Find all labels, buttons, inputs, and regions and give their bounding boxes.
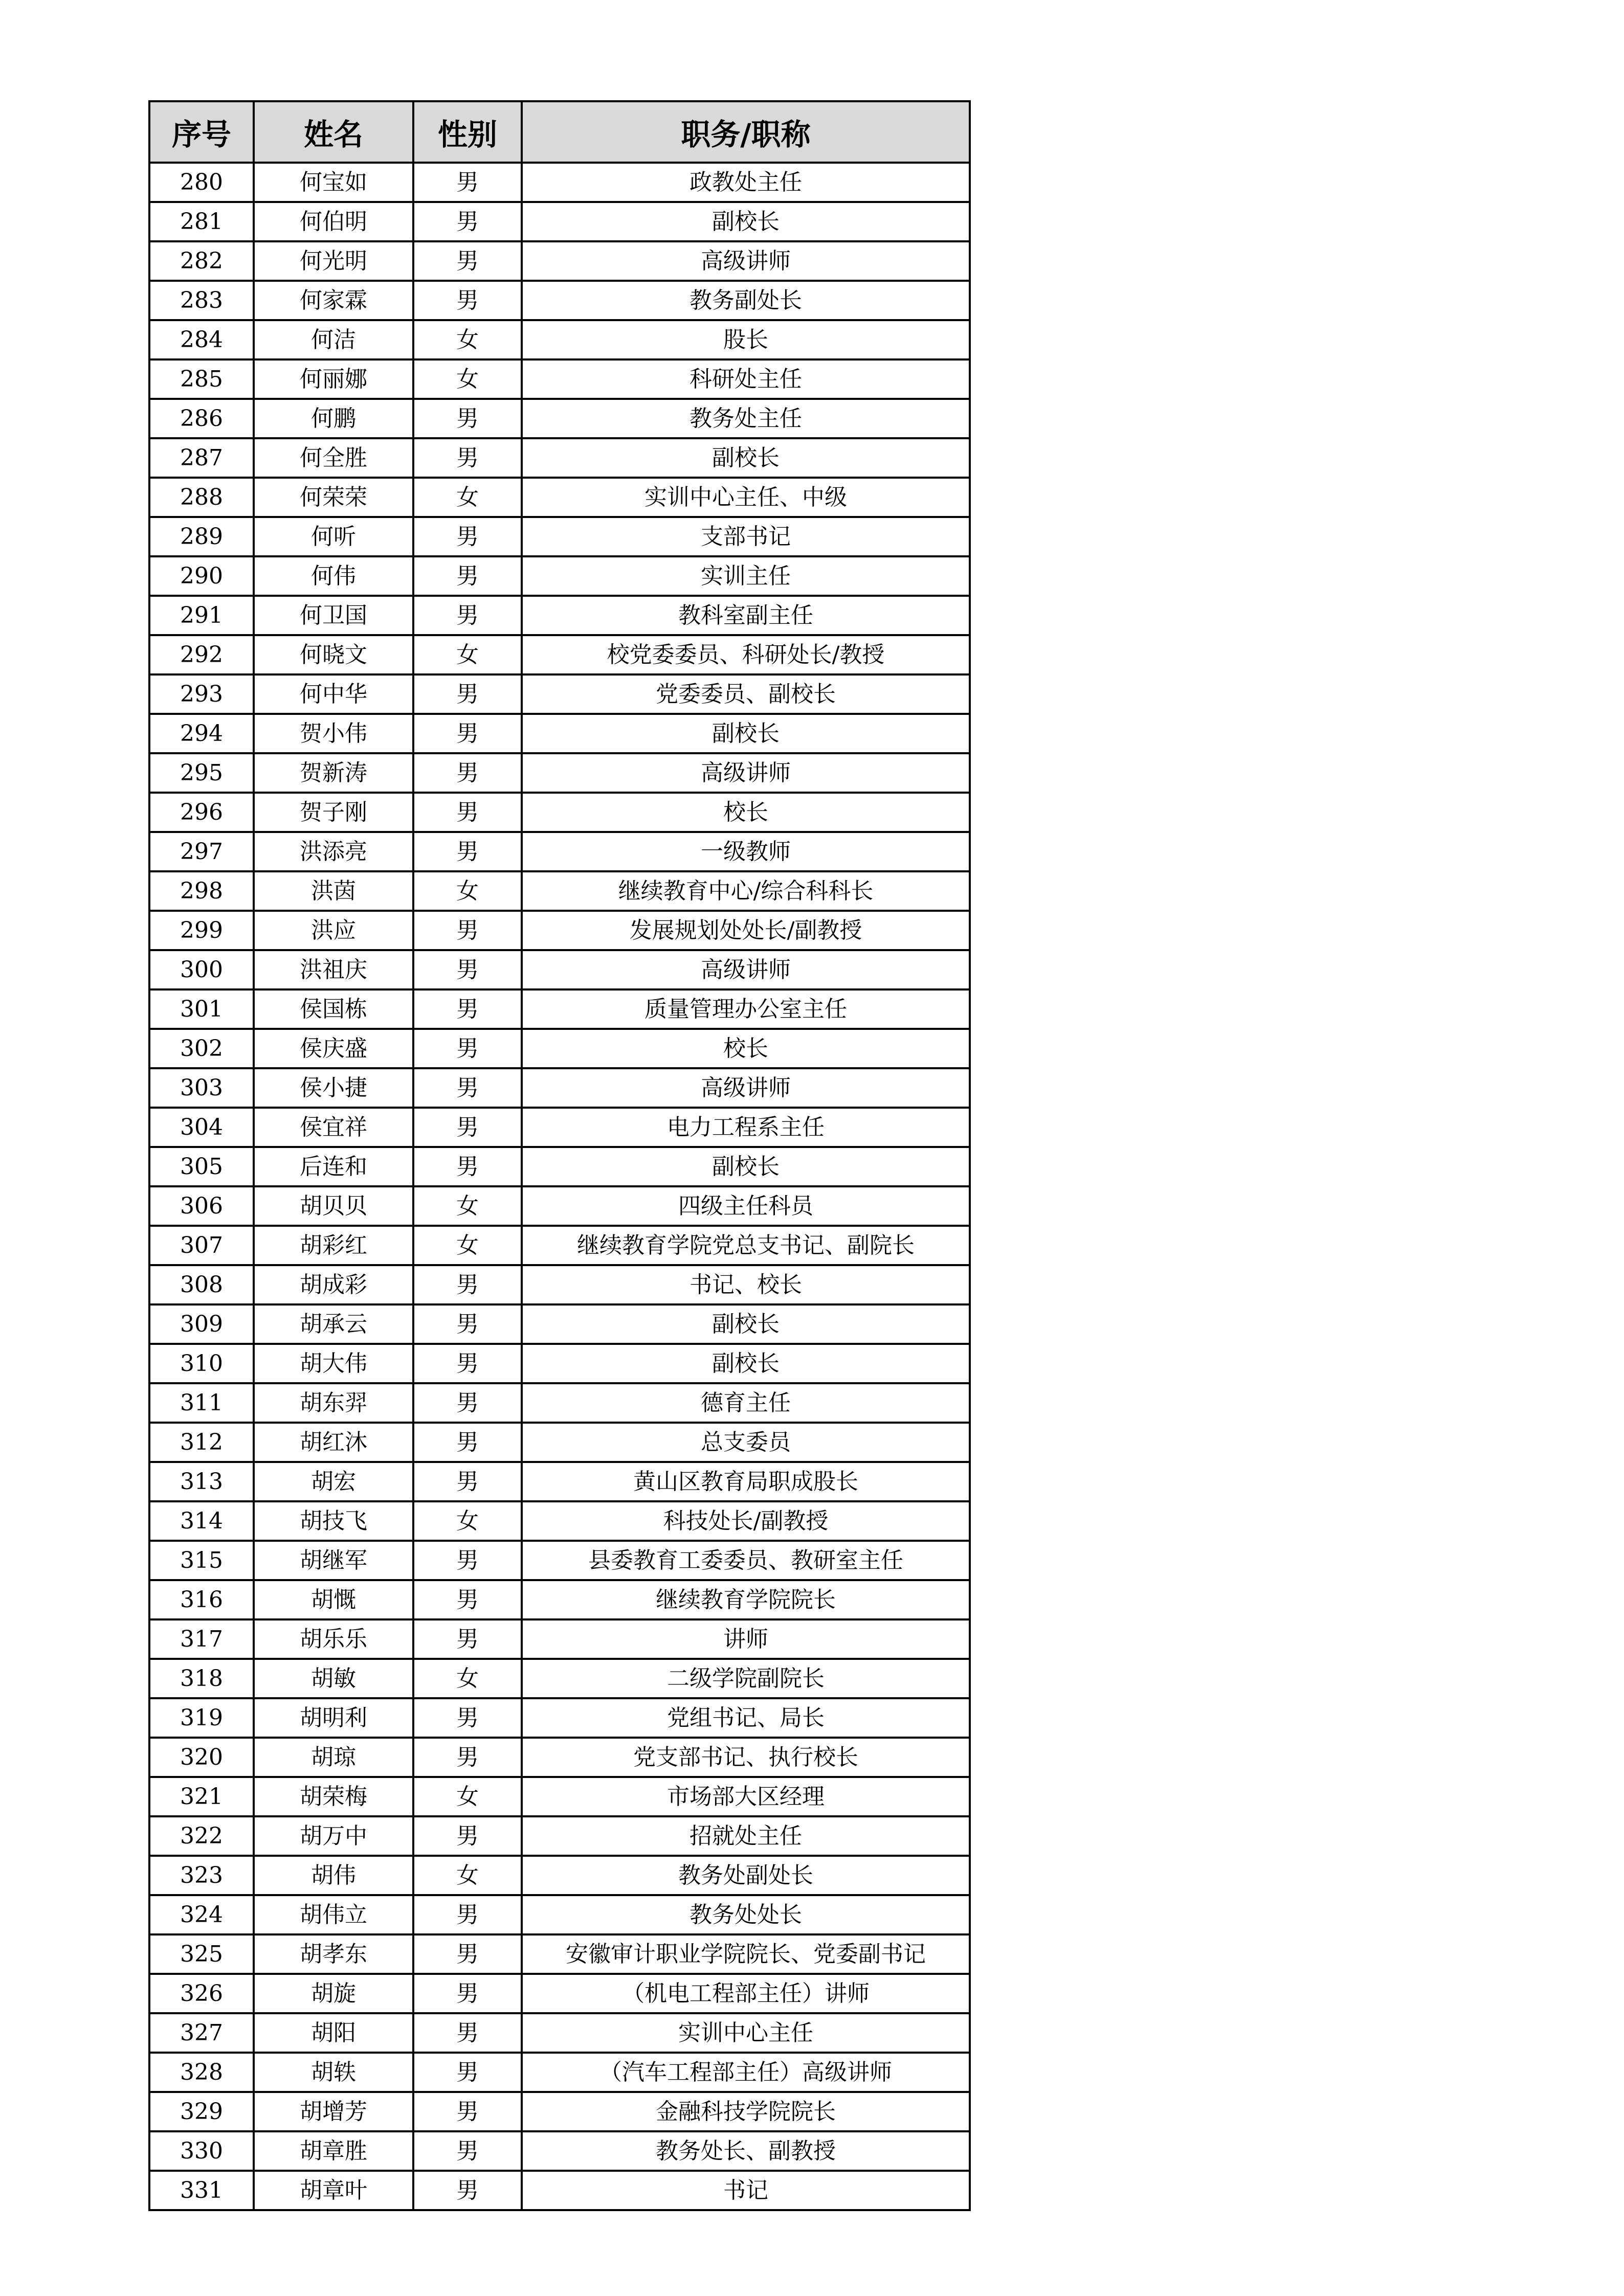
name-cell: 侯宜祥 xyxy=(254,1108,413,1147)
position-title-cell: 质量管理办公室主任 xyxy=(522,989,970,1029)
position-title-cell: 一级教师 xyxy=(522,832,970,871)
serial-number-cell: 301 xyxy=(149,989,254,1029)
serial-number-cell: 294 xyxy=(149,714,254,753)
name-cell: 侯小捷 xyxy=(254,1068,413,1108)
gender-cell: 女 xyxy=(413,1659,522,1698)
gender-cell: 男 xyxy=(413,202,522,241)
gender-cell: 男 xyxy=(413,1974,522,2013)
position-title-cell: 教务副处长 xyxy=(522,281,970,320)
roster-table xyxy=(148,100,971,2211)
name-cell: 胡伟 xyxy=(254,1856,413,1895)
table-row xyxy=(149,1934,970,1974)
table-row xyxy=(149,438,970,478)
name-cell: 胡阳 xyxy=(254,2013,413,2053)
gender-cell: 女 xyxy=(413,478,522,517)
position-title-cell: 黄山区教育局职成股长 xyxy=(522,1462,970,1501)
serial-number-cell: 305 xyxy=(149,1147,254,1186)
table-row xyxy=(149,556,970,596)
table-row xyxy=(149,1895,970,1934)
table-row xyxy=(149,911,970,950)
name-cell: 胡成彩 xyxy=(254,1265,413,1304)
name-cell: 胡贝贝 xyxy=(254,1186,413,1226)
serial-number-cell: 328 xyxy=(149,2053,254,2092)
name-cell: 何卫国 xyxy=(254,596,413,635)
gender-cell: 男 xyxy=(413,989,522,1029)
serial-number-cell: 282 xyxy=(149,241,254,281)
position-title-cell: 金融科技学院院长 xyxy=(522,2092,970,2131)
serial-number-cell: 296 xyxy=(149,793,254,832)
position-title-cell: 继续教育学院党总支书记、副院长 xyxy=(522,1226,970,1265)
position-title-cell: 讲师 xyxy=(522,1619,970,1659)
table-row xyxy=(149,753,970,793)
gender-cell: 男 xyxy=(413,1738,522,1777)
table-row xyxy=(149,832,970,871)
position-title-cell: 实训主任 xyxy=(522,556,970,596)
table-row xyxy=(149,2131,970,2171)
table-row xyxy=(149,1659,970,1698)
table-row xyxy=(149,950,970,989)
table-row xyxy=(149,1186,970,1226)
gender-cell: 女 xyxy=(413,1777,522,1816)
serial-number-cell: 318 xyxy=(149,1659,254,1698)
name-cell: 何荣荣 xyxy=(254,478,413,517)
gender-cell: 男 xyxy=(413,832,522,871)
position-title-cell: 副校长 xyxy=(522,438,970,478)
position-title-cell: 教务处长、副教授 xyxy=(522,2131,970,2171)
position-title-cell: 实训中心主任 xyxy=(522,2013,970,2053)
gender-cell: 男 xyxy=(413,1029,522,1068)
gender-cell: 男 xyxy=(413,438,522,478)
gender-cell: 男 xyxy=(413,2131,522,2171)
name-cell: 胡旋 xyxy=(254,1974,413,2013)
serial-number-cell: 299 xyxy=(149,911,254,950)
name-cell: 何全胜 xyxy=(254,438,413,478)
name-cell: 贺子刚 xyxy=(254,793,413,832)
serial-number-cell: 313 xyxy=(149,1462,254,1501)
serial-number-cell: 309 xyxy=(149,1304,254,1344)
name-cell: 何丽娜 xyxy=(254,359,413,399)
name-cell: 胡孝东 xyxy=(254,1934,413,1974)
serial-number-cell: 322 xyxy=(149,1816,254,1856)
gender-cell: 男 xyxy=(413,911,522,950)
table-row xyxy=(149,1856,970,1895)
serial-number-cell: 284 xyxy=(149,320,254,359)
gender-cell: 男 xyxy=(413,2171,522,2210)
gender-cell: 女 xyxy=(413,359,522,399)
serial-number-cell: 311 xyxy=(149,1383,254,1423)
position-title-cell: 书记 xyxy=(522,2171,970,2210)
table-row xyxy=(149,989,970,1029)
gender-cell: 女 xyxy=(413,1226,522,1265)
gender-cell: 男 xyxy=(413,1147,522,1186)
name-cell: 胡技飞 xyxy=(254,1501,413,1541)
position-title-cell: 高级讲师 xyxy=(522,753,970,793)
name-cell: 胡乐乐 xyxy=(254,1619,413,1659)
position-title-cell: 书记、校长 xyxy=(522,1265,970,1304)
gender-cell: 男 xyxy=(413,753,522,793)
table-row xyxy=(149,1974,970,2013)
table-row xyxy=(149,1541,970,1580)
serial-number-cell: 319 xyxy=(149,1698,254,1738)
name-cell: 何鹏 xyxy=(254,399,413,438)
gender-cell: 女 xyxy=(413,871,522,911)
table-row xyxy=(149,359,970,399)
serial-number-cell: 281 xyxy=(149,202,254,241)
serial-number-cell: 289 xyxy=(149,517,254,556)
position-title-cell: 发展规划处处长/副教授 xyxy=(522,911,970,950)
serial-number-cell: 303 xyxy=(149,1068,254,1108)
name-cell: 何伯明 xyxy=(254,202,413,241)
name-cell: 何家霖 xyxy=(254,281,413,320)
serial-number-cell: 306 xyxy=(149,1186,254,1226)
gender-cell: 男 xyxy=(413,281,522,320)
serial-number-cell: 304 xyxy=(149,1108,254,1147)
table-row xyxy=(149,1619,970,1659)
name-cell: 洪祖庆 xyxy=(254,950,413,989)
table-row xyxy=(149,2053,970,2092)
position-title-cell: 教务处处长 xyxy=(522,1895,970,1934)
serial-number-cell: 321 xyxy=(149,1777,254,1816)
position-title-cell: 总支委员 xyxy=(522,1423,970,1462)
serial-number-cell: 314 xyxy=(149,1501,254,1541)
serial-number-cell: 291 xyxy=(149,596,254,635)
name-cell: 胡琼 xyxy=(254,1738,413,1777)
name-cell: 何光明 xyxy=(254,241,413,281)
gender-cell: 男 xyxy=(413,2053,522,2092)
gender-cell: 男 xyxy=(413,1580,522,1619)
position-title-cell: 副校长 xyxy=(522,1147,970,1186)
position-title-cell: 高级讲师 xyxy=(522,1068,970,1108)
table-row xyxy=(149,871,970,911)
serial-number-cell: 292 xyxy=(149,635,254,674)
position-title-cell: 高级讲师 xyxy=(522,241,970,281)
table-row xyxy=(149,1147,970,1186)
gender-cell: 男 xyxy=(413,950,522,989)
header-serial-number: 序号 xyxy=(149,101,254,163)
gender-cell: 男 xyxy=(413,793,522,832)
position-title-cell: 招就处主任 xyxy=(522,1816,970,1856)
name-cell: 何洁 xyxy=(254,320,413,359)
serial-number-cell: 317 xyxy=(149,1619,254,1659)
name-cell: 何宝如 xyxy=(254,163,413,202)
table-row xyxy=(149,2092,970,2131)
table-row xyxy=(149,674,970,714)
table-row xyxy=(149,399,970,438)
gender-cell: 男 xyxy=(413,399,522,438)
serial-number-cell: 320 xyxy=(149,1738,254,1777)
gender-cell: 男 xyxy=(413,1108,522,1147)
gender-cell: 男 xyxy=(413,1816,522,1856)
gender-cell: 男 xyxy=(413,674,522,714)
gender-cell: 男 xyxy=(413,1541,522,1580)
gender-cell: 男 xyxy=(413,1934,522,1974)
table-row xyxy=(149,1344,970,1383)
position-title-cell: 校长 xyxy=(522,1029,970,1068)
name-cell: 胡轶 xyxy=(254,2053,413,2092)
serial-number-cell: 330 xyxy=(149,2131,254,2171)
name-cell: 何听 xyxy=(254,517,413,556)
header-row xyxy=(149,101,970,163)
gender-cell: 女 xyxy=(413,1186,522,1226)
table-row xyxy=(149,714,970,753)
table-row xyxy=(149,241,970,281)
position-title-cell: 党委委员、副校长 xyxy=(522,674,970,714)
position-title-cell: 四级主任科员 xyxy=(522,1186,970,1226)
gender-cell: 男 xyxy=(413,1068,522,1108)
serial-number-cell: 286 xyxy=(149,399,254,438)
table-row xyxy=(149,1777,970,1816)
gender-cell: 男 xyxy=(413,1895,522,1934)
position-title-cell: 校长 xyxy=(522,793,970,832)
gender-cell: 男 xyxy=(413,1462,522,1501)
gender-cell: 男 xyxy=(413,163,522,202)
table-row xyxy=(149,596,970,635)
position-title-cell: 教务处副处长 xyxy=(522,1856,970,1895)
table-row xyxy=(149,1068,970,1108)
table-row xyxy=(149,202,970,241)
position-title-cell: 支部书记 xyxy=(522,517,970,556)
table-row xyxy=(149,1029,970,1068)
name-cell: 胡章胜 xyxy=(254,2131,413,2171)
position-title-cell: 股长 xyxy=(522,320,970,359)
serial-number-cell: 315 xyxy=(149,1541,254,1580)
gender-cell: 男 xyxy=(413,1265,522,1304)
serial-number-cell: 297 xyxy=(149,832,254,871)
position-title-cell: 副校长 xyxy=(522,1344,970,1383)
table-row xyxy=(149,320,970,359)
table-row xyxy=(149,635,970,674)
serial-number-cell: 329 xyxy=(149,2092,254,2131)
position-title-cell: 党支部书记、执行校长 xyxy=(522,1738,970,1777)
position-title-cell: 校党委委员、科研处长/教授 xyxy=(522,635,970,674)
name-cell: 贺新涛 xyxy=(254,753,413,793)
position-title-cell: （机电工程部主任）讲师 xyxy=(522,1974,970,2013)
position-title-cell: 副校长 xyxy=(522,1304,970,1344)
serial-number-cell: 327 xyxy=(149,2013,254,2053)
gender-cell: 男 xyxy=(413,714,522,753)
gender-cell: 女 xyxy=(413,635,522,674)
position-title-cell: 县委教育工委委员、教研室主任 xyxy=(522,1541,970,1580)
gender-cell: 男 xyxy=(413,1619,522,1659)
position-title-cell: 安徽审计职业学院院长、党委副书记 xyxy=(522,1934,970,1974)
name-cell: 洪茵 xyxy=(254,871,413,911)
table-row xyxy=(149,1816,970,1856)
serial-number-cell: 283 xyxy=(149,281,254,320)
position-title-cell: 科研处主任 xyxy=(522,359,970,399)
name-cell: 胡继军 xyxy=(254,1541,413,1580)
table-row xyxy=(149,1580,970,1619)
name-cell: 胡彩红 xyxy=(254,1226,413,1265)
name-cell: 何伟 xyxy=(254,556,413,596)
name-cell: 胡增芳 xyxy=(254,2092,413,2131)
serial-number-cell: 288 xyxy=(149,478,254,517)
position-title-cell: 副校长 xyxy=(522,714,970,753)
position-title-cell: 教科室副主任 xyxy=(522,596,970,635)
name-cell: 贺小伟 xyxy=(254,714,413,753)
gender-cell: 女 xyxy=(413,320,522,359)
position-title-cell: 电力工程系主任 xyxy=(522,1108,970,1147)
table-row xyxy=(149,517,970,556)
table-row xyxy=(149,1698,970,1738)
name-cell: 后连和 xyxy=(254,1147,413,1186)
position-title-cell: 德育主任 xyxy=(522,1383,970,1423)
name-cell: 侯庆盛 xyxy=(254,1029,413,1068)
name-cell: 胡承云 xyxy=(254,1304,413,1344)
name-cell: 侯国栋 xyxy=(254,989,413,1029)
position-title-cell: 科技处长/副教授 xyxy=(522,1501,970,1541)
name-cell: 胡慨 xyxy=(254,1580,413,1619)
table-row xyxy=(149,1226,970,1265)
serial-number-cell: 290 xyxy=(149,556,254,596)
name-cell: 洪添亮 xyxy=(254,832,413,871)
serial-number-cell: 325 xyxy=(149,1934,254,1974)
header-gender: 性别 xyxy=(413,101,522,163)
table-row xyxy=(149,793,970,832)
serial-number-cell: 300 xyxy=(149,950,254,989)
gender-cell: 男 xyxy=(413,2092,522,2131)
gender-cell: 男 xyxy=(413,1344,522,1383)
name-cell: 胡伟立 xyxy=(254,1895,413,1934)
serial-number-cell: 293 xyxy=(149,674,254,714)
gender-cell: 男 xyxy=(413,1383,522,1423)
name-cell: 胡万中 xyxy=(254,1816,413,1856)
table-row xyxy=(149,1383,970,1423)
serial-number-cell: 298 xyxy=(149,871,254,911)
table-row xyxy=(149,163,970,202)
name-cell: 胡敏 xyxy=(254,1659,413,1698)
header-position-title: 职务/职称 xyxy=(522,101,970,163)
serial-number-cell: 280 xyxy=(149,163,254,202)
table-row xyxy=(149,1108,970,1147)
table-row xyxy=(149,281,970,320)
position-title-cell: 副校长 xyxy=(522,202,970,241)
table-row xyxy=(149,2013,970,2053)
serial-number-cell: 308 xyxy=(149,1265,254,1304)
name-cell: 胡荣梅 xyxy=(254,1777,413,1816)
name-cell: 胡明利 xyxy=(254,1698,413,1738)
serial-number-cell: 326 xyxy=(149,1974,254,2013)
table-row xyxy=(149,1501,970,1541)
serial-number-cell: 310 xyxy=(149,1344,254,1383)
name-cell: 胡东羿 xyxy=(254,1383,413,1423)
gender-cell: 男 xyxy=(413,1423,522,1462)
serial-number-cell: 324 xyxy=(149,1895,254,1934)
gender-cell: 男 xyxy=(413,596,522,635)
serial-number-cell: 316 xyxy=(149,1580,254,1619)
gender-cell: 男 xyxy=(413,2013,522,2053)
position-title-cell: 实训中心主任、中级 xyxy=(522,478,970,517)
position-title-cell: 市场部大区经理 xyxy=(522,1777,970,1816)
header-name: 姓名 xyxy=(254,101,413,163)
position-title-cell: 继续教育中心/综合科科长 xyxy=(522,871,970,911)
position-title-cell: 政教处主任 xyxy=(522,163,970,202)
serial-number-cell: 323 xyxy=(149,1856,254,1895)
position-title-cell: 继续教育学院院长 xyxy=(522,1580,970,1619)
serial-number-cell: 307 xyxy=(149,1226,254,1265)
gender-cell: 男 xyxy=(413,556,522,596)
name-cell: 胡宏 xyxy=(254,1462,413,1501)
gender-cell: 女 xyxy=(413,1501,522,1541)
table-row xyxy=(149,1423,970,1462)
serial-number-cell: 285 xyxy=(149,359,254,399)
serial-number-cell: 312 xyxy=(149,1423,254,1462)
name-cell: 何晓文 xyxy=(254,635,413,674)
gender-cell: 男 xyxy=(413,1698,522,1738)
table-row xyxy=(149,2171,970,2210)
position-title-cell: 高级讲师 xyxy=(522,950,970,989)
gender-cell: 男 xyxy=(413,1304,522,1344)
gender-cell: 男 xyxy=(413,241,522,281)
name-cell: 胡章叶 xyxy=(254,2171,413,2210)
name-cell: 胡红沐 xyxy=(254,1423,413,1462)
table-row xyxy=(149,1462,970,1501)
table-row xyxy=(149,1265,970,1304)
table-row xyxy=(149,1304,970,1344)
name-cell: 胡大伟 xyxy=(254,1344,413,1383)
position-title-cell: 教务处主任 xyxy=(522,399,970,438)
gender-cell: 女 xyxy=(413,1856,522,1895)
serial-number-cell: 287 xyxy=(149,438,254,478)
position-title-cell: 党组书记、局长 xyxy=(522,1698,970,1738)
name-cell: 何中华 xyxy=(254,674,413,714)
serial-number-cell: 331 xyxy=(149,2171,254,2210)
position-title-cell: （汽车工程部主任）高级讲师 xyxy=(522,2053,970,2092)
serial-number-cell: 302 xyxy=(149,1029,254,1068)
table-row xyxy=(149,478,970,517)
name-cell: 洪应 xyxy=(254,911,413,950)
gender-cell: 男 xyxy=(413,517,522,556)
serial-number-cell: 295 xyxy=(149,753,254,793)
table-row xyxy=(149,1738,970,1777)
position-title-cell: 二级学院副院长 xyxy=(522,1659,970,1698)
